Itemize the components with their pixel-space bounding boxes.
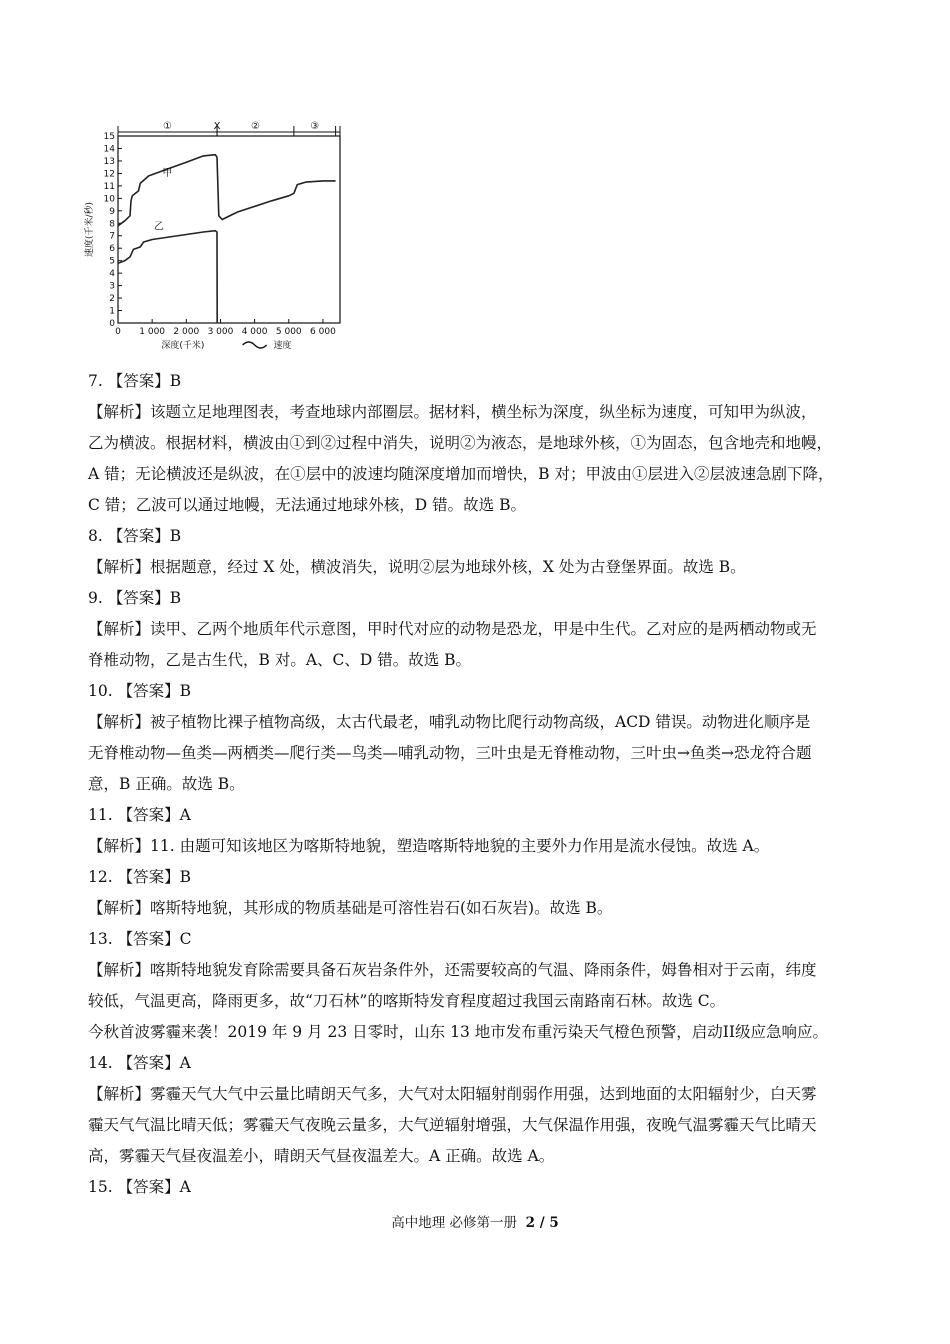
text-line: 【解析】11. 由题可知该地区为喀斯特地貌，塑造喀斯特地貌的主要外力作用是流水侵蚀。故选 A。 (88, 837, 770, 855)
x-tick-label: 1 000 (139, 327, 166, 337)
legend-wave-symbol (243, 342, 267, 348)
text-line: 15. 【答案】A (88, 1178, 191, 1196)
x-tick-label: 3 000 (207, 327, 234, 337)
y-tick-label: 6 (109, 244, 115, 255)
y-tick-label: 15 (103, 132, 115, 142)
text-line: 高，雾霾天气昼夜温差小，晴朗天气昼夜温差大。A 正确。故选 A。 (88, 1147, 555, 1165)
chart-svg (82, 120, 352, 350)
zone-label: ① (163, 121, 173, 132)
series-line-jia (118, 155, 336, 226)
text-line: 脊椎动物，乙是古生代，B 对。A、C、D 错。故选 B。 (88, 651, 472, 669)
text-line: 【解析】根据题意，经过 X 处，横波消失，说明②层为地球外核，X 处为古登堡界面。故选 B。 (88, 558, 746, 576)
text-line: 7. 【答案】B (88, 372, 182, 390)
text-line: 11. 【答案】A (88, 806, 191, 824)
text-line: 【解析】被子植物比裸子植物高级，太古代最老，哺乳动物比爬行动物高级，ACD 错误。动物进化顺序是 (88, 713, 811, 731)
y-tick-label: 10 (103, 194, 115, 205)
text-line: 8. 【答案】B (88, 527, 182, 545)
text-line: 9. 【答案】B (88, 589, 182, 607)
text-line: 今秋首波雾霾来袭！2019 年 9 月 23 日零时，山东 13 地市发布重污染天气橙色预警，启动II级应急响应。 (88, 1023, 828, 1041)
y-axis-label: 速度(千米/秒) (85, 201, 95, 258)
text-line: C 错；乙波可以通过地幔，无法通过地球外核，D 错。故选 B。 (88, 496, 526, 514)
y-tick-label: 7 (109, 231, 115, 242)
y-tick-label: 14 (103, 144, 115, 155)
series-label: 乙 (153, 221, 164, 233)
text-line: 【解析】雾霾天气大气中云量比晴朗天气多，大气对太阳辐射削弱作用强，达到地面的太阳辐射少，白天雾 (88, 1085, 817, 1103)
text-line: 【解析】喀斯特地貌发育除需要具备石灰岩条件外，还需要较高的气温、降雨条件，姆鲁相对于云南，纬度 (88, 961, 817, 979)
text-line: 14. 【答案】A (88, 1054, 191, 1072)
x-tick-label: 5 000 (275, 327, 302, 337)
text-line: 【解析】该题立足地理图表，考查地球内部圈层。据材料，横坐标为深度，纵坐标为速度，可知甲为纵波， (88, 403, 817, 421)
footer-title: 高中地理 必修第一册 (391, 1215, 518, 1231)
text-line: 10. 【答案】B (88, 682, 191, 700)
page-number: 2 / 5 (525, 1215, 559, 1231)
text-line: 乙为横波。根据材料，横波由①到②过程中消失，说明②为液态，是地球外核，①为固态，包含地壳和地幔， (88, 434, 833, 452)
zone-label: ③ (310, 121, 320, 132)
y-tick-label: 0 (109, 319, 115, 329)
y-tick-label: 12 (103, 169, 115, 180)
y-tick-label: 13 (103, 156, 115, 167)
plot-frame (118, 136, 340, 323)
x-tick-label: 0 (115, 327, 121, 337)
text-line: 【解析】读甲、乙两个地质年代示意图，甲时代对应的动物是恐龙，甲是中生代。乙对应的是两栖动物或无 (88, 620, 817, 638)
text-line: A 错；无论横波还是纵波，在①层中的波速均随深度增加而增快，B 对；甲波由①层进入②层波速急剧下降， (88, 465, 834, 483)
y-tick-label: 1 (109, 306, 115, 317)
series-line-yi (118, 231, 217, 323)
zone-label: X (213, 121, 221, 132)
x-tick-label: 2 000 (173, 327, 200, 337)
y-tick-label: 8 (109, 219, 115, 230)
x-axis-label: 深度(千米) (161, 341, 205, 350)
y-tick-label: 3 (109, 281, 115, 292)
y-tick-label: 11 (103, 181, 115, 192)
zone-label: ② (250, 121, 260, 132)
answer-text (88, 366, 868, 1203)
text-line: 霾天气气温比晴天低；雾霾天气夜晚云量多，大气逆辐射增强，大气保温作用强，夜晚气温雾霾天气比晴天 (88, 1116, 817, 1134)
x-tick-label: 6 000 (310, 327, 336, 337)
seismic-wave-chart (82, 120, 352, 350)
text-line: 意，B 正确。故选 B。 (88, 775, 245, 793)
text-line: 【解析】喀斯特地貌，其形成的物质基础是可溶性岩石(如石灰岩)。故选 B。 (88, 899, 613, 917)
text-line: 12. 【答案】B (88, 868, 191, 886)
series-label: 甲 (162, 167, 173, 179)
x-tick-label: 4 000 (241, 327, 268, 337)
y-tick-label: 9 (109, 206, 115, 217)
y-tick-label: 4 (109, 269, 115, 280)
text-line: 13. 【答案】C (88, 930, 192, 948)
text-line: 无脊椎动物—鱼类—两栖类—爬行类—鸟类—哺乳动物，三叶虫是无脊椎动物，三叶虫→鱼类→恐龙符合题 (88, 744, 812, 762)
y-tick-label: 5 (109, 256, 115, 267)
legend-label: 速度 (273, 341, 292, 350)
y-tick-label: 2 (109, 294, 115, 305)
text-line: 较低，气温更高，降雨更多，故“刀石林”的喀斯特发育程度超过我国云南路南石林。故选 C。 (88, 992, 726, 1010)
page-footer (0, 1213, 950, 1233)
